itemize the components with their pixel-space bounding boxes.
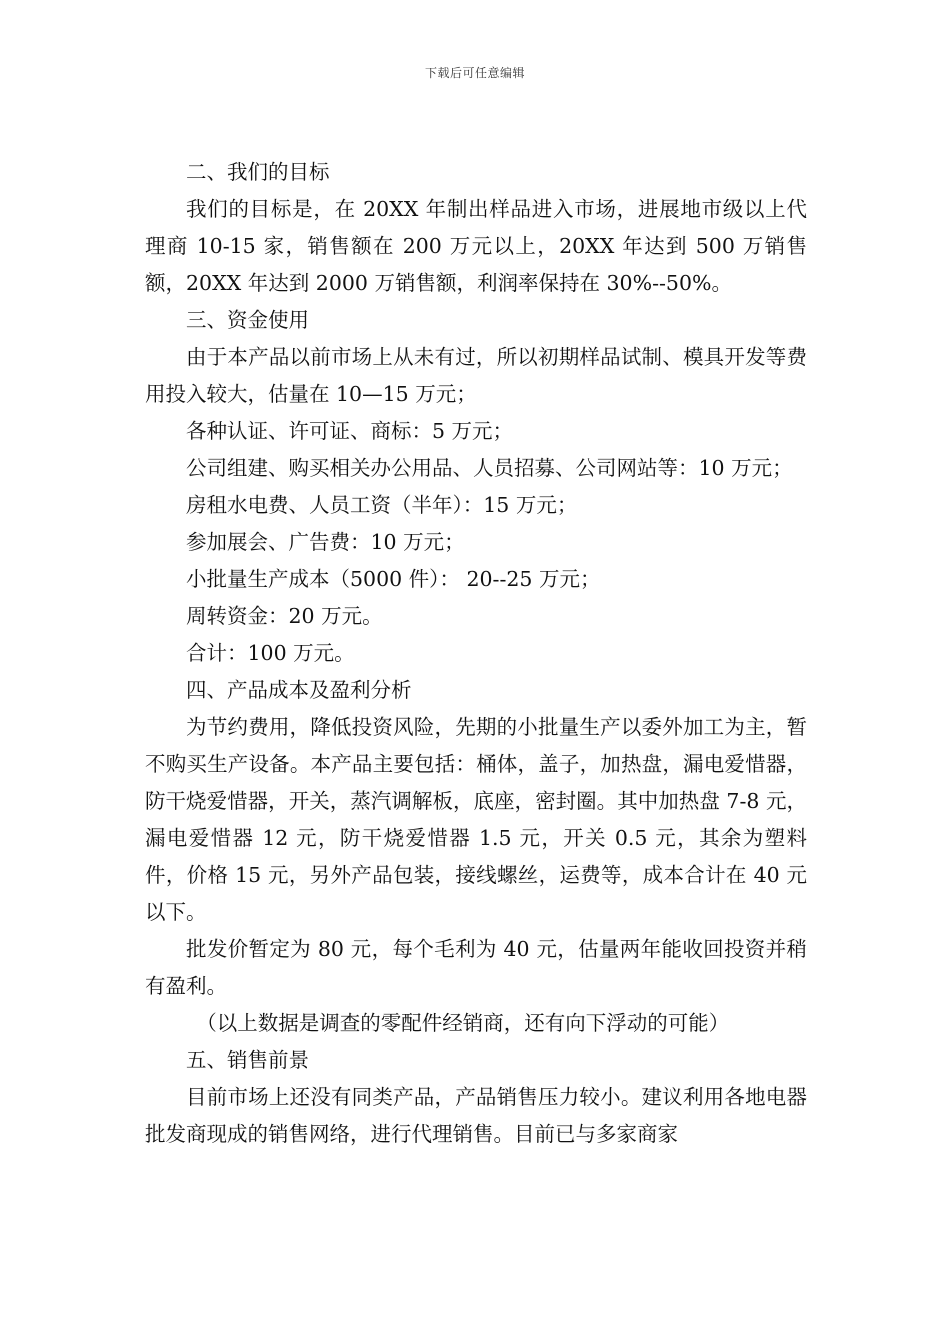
paragraph-rent-salary-cost: 房租水电费、人员工资（半年）：15 万元；	[186, 493, 578, 517]
heading-funds-usage: 三、资金使用	[186, 308, 309, 332]
paragraph-certification-cost: 各种认证、许可证、商标：5 万元；	[186, 419, 514, 443]
document-body	[145, 154, 807, 1153]
paragraph-sales-outlook: 目前市场上还没有同类产品，产品销售压力较小。建议利用各地电器批发商现成的销售网络，进行代理销售。目前已与多家商家	[145, 1085, 807, 1146]
heading-sales-outlook: 五、销售前景	[186, 1048, 309, 1072]
paragraph-company-setup-cost: 公司组建、购买相关办公用品、人员招募、公司网站等：10 万元；	[186, 456, 793, 480]
paragraph-exhibition-ad-cost: 参加展会、广告费：10 万元；	[186, 530, 465, 554]
paragraph-goals: 我们的目标是，在 20XX 年制出样品进入市场，进展地市级以上代理商 10-15 家，销售额在 200 万元以上，20XX 年达到 500 万销售额，20XX 年达到 2000 万销售额，利润率保持在 30%--50%。	[145, 197, 807, 295]
page-header: 下载后可任意编辑	[424, 66, 525, 80]
paragraph-wholesale-price: 批发价暂定为 80 元，每个毛利为 40 元，估量两年能收回投资并稍有盈利。	[145, 937, 807, 998]
paragraph-working-capital: 周转资金：20 万元。	[186, 604, 383, 628]
paragraph-data-note: （以上数据是调查的零配件经销商，还有向下浮动的可能）	[196, 1011, 730, 1035]
heading-goals: 二、我们的目标	[186, 160, 330, 184]
paragraph-sample-cost: 由于本产品以前市场上从未有过，所以初期样品试制、模具开发等费用投入较大，估量在 10—15 万元；	[145, 345, 807, 406]
paragraph-total: 合计：100 万元。	[186, 641, 355, 665]
paragraph-production-cost: 小批量生产成本（5000 件）： 20--25 万元；	[186, 567, 601, 591]
paragraph-cost-breakdown: 为节约费用，降低投资风险，先期的小批量生产以委外加工为主，暂不购买生产设备。本产品主要包括：桶体，盖子，加热盘，漏电爱惜器，防干烧爱惜器，开关，蒸汽调解板，底座，密封圈。其中加热盘 7-8 元，漏电爱惜器 12 元，防干烧爱惜器 1.5 元，开关 0.5 元，其余为塑料件，价格 15 元，另外产品包装，接线螺丝，运费等，成本合计在 40 元以下。	[145, 715, 807, 924]
heading-cost-profit-analysis: 四、产品成本及盈利分析	[186, 678, 412, 702]
